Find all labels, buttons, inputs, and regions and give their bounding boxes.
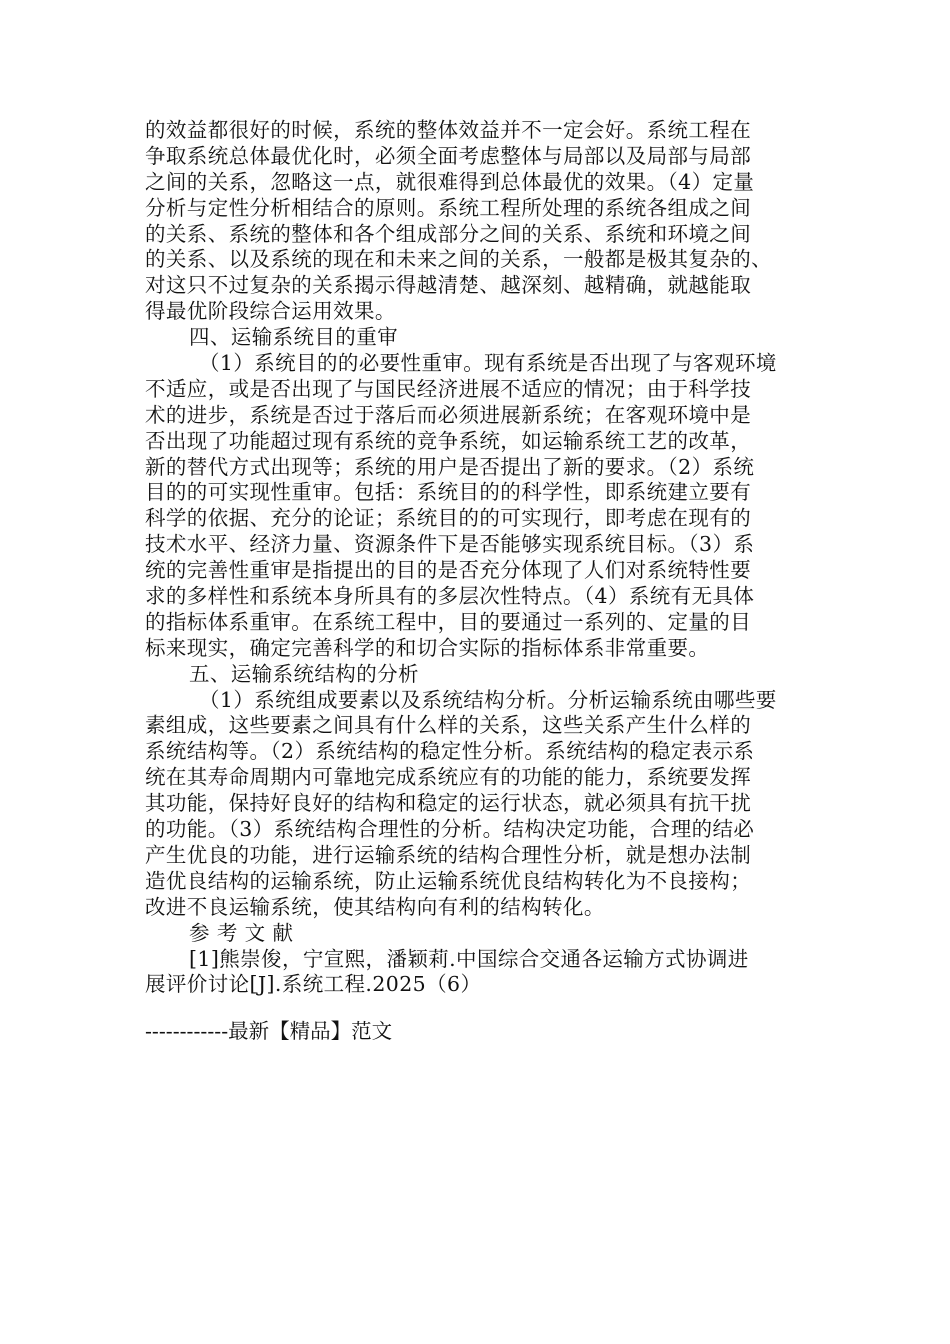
text-line: 统的完善性重审是指提出的目的是否充分体现了人们对系统特性要 [145, 558, 752, 583]
text-line: [1]熊崇俊，宁宣熙，潘颖莉.中国综合交通各运输方式协调进 [189, 946, 749, 971]
text-line: 的关系、系统的整体和各个组成部分之间的关系、系统和环境之间 [145, 221, 752, 246]
footer-banner: ------------最新【精品】范文 [145, 1019, 393, 1043]
text-line: 新的替代方式出现等；系统的用户是否提出了新的要求。（2）系统 [145, 454, 755, 479]
text-line: 得最优阶段综合运用效果。 [145, 299, 396, 324]
text-line: 争取系统总体最优化时，必须全面考虑整体与局部以及局部与局部 [145, 143, 752, 168]
document-body [145, 118, 805, 998]
text-line: （1）系统目的的必要性重审。现有系统是否出现了与客观环境 [199, 351, 777, 376]
text-line: 的关系、以及系统的现在和未来之间的关系，一般都是极其复杂的、 [145, 247, 772, 272]
text-line: 科学的依据、充分的论证；系统目的的可实现行，即考虑在现有的 [145, 506, 752, 531]
text-line: 的功能。（3）系统结构合理性的分析。结构决定功能，合理的结必 [145, 817, 755, 842]
text-line: 否出现了功能超过现有系统的竞争系统，如运输系统工艺的改革， [145, 428, 752, 453]
text-line: 标来现实，确定完善科学的和切合实际的指标体系非常重要。 [145, 635, 710, 660]
text-line: 产生优良的功能，进行运输系统的结构合理性分析，就是想办法制 [145, 842, 752, 867]
text-line: 目的的可实现性重审。包括：系统目的的科学性，即系统建立要有 [145, 480, 752, 505]
text-line: 展评价讨论[J].系统工程.2025（6） [145, 972, 482, 997]
text-line: 其功能，保持好良好的结构和稳定的运行状态，就必须具有抗干扰 [145, 791, 752, 816]
text-line: 求的多样性和系统本身所具有的多层次性特点。（4）系统有无具体 [145, 584, 755, 609]
text-line: 技术水平、经济力量、资源条件下是否能够实现系统目标。（3）系 [145, 532, 755, 557]
text-line: 五、运输系统结构的分析 [189, 661, 419, 686]
text-line: 的效益都很好的时候，系统的整体效益并不一定会好。系统工程在 [145, 118, 752, 142]
text-line: 对这只不过复杂的关系揭示得越清楚、越深刻、越精确，就越能取 [145, 273, 752, 298]
text-line: 之间的关系，忽略这一点，就很难得到总体最优的效果。（4）定量 [145, 169, 755, 194]
text-line: 分析与定性分析相结合的原则。系统工程所处理的系统各组成之间 [145, 195, 752, 220]
text-line: 参 考 文 献 [189, 920, 294, 945]
text-line: 统在其寿命周期内可靠地完成系统应有的功能的能力，系统要发挥 [145, 765, 752, 790]
text-line: 素组成，这些要素之间具有什么样的关系，这些关系产生什么样的 [145, 713, 752, 738]
text-line: 造优良结构的运输系统，防止运输系统优良结构转化为不良接构； [145, 868, 752, 893]
text-line: （1）系统组成要素以及系统结构分析。分析运输系统由哪些要 [199, 687, 777, 712]
text-line: 改进不良运输系统，使其结构向有利的结构转化。 [145, 894, 605, 919]
text-line: 系统结构等。（2）系统结构的稳定性分析。系统结构的稳定表示系 [145, 739, 755, 764]
text-line: 四、运输系统目的重审 [189, 325, 398, 350]
text-line: 的指标体系重审。在系统工程中，目的要通过一系列的、定量的目 [145, 609, 752, 634]
text-line: 术的进步，系统是否过于落后而必须进展新系统；在客观环境中是 [145, 402, 752, 427]
text-line: 不适应，或是否出现了与国民经济进展不适应的情况；由于科学技 [145, 376, 752, 401]
